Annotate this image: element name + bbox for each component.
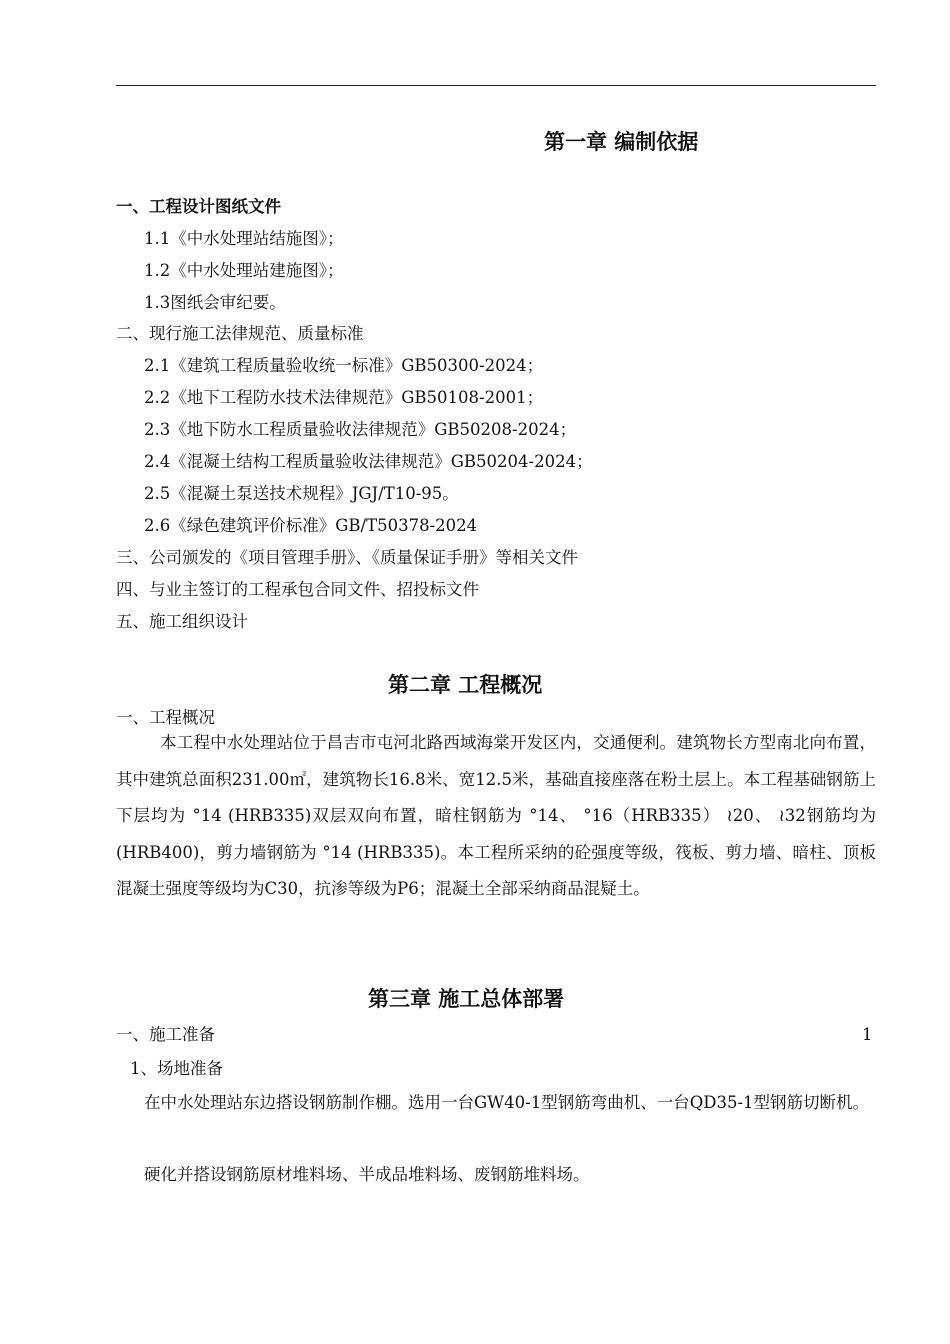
chapter-3-title: 第三章 施工总体部署 — [368, 987, 565, 1011]
list-item: 1.2《中水处理站建施图》； — [144, 261, 344, 280]
site-prep-text: 在中水处理站东边搭设钢筋制作棚。选用一台GW40-1型钢筋弯曲机、一台QD35-1型钢筋切断机。 — [144, 1093, 870, 1112]
section-heading: 五、施工组织设计 — [116, 612, 248, 631]
list-item: 2.3《地下防水工程质量验收法律规范》GB50208-2024； — [144, 420, 577, 439]
list-item: 1.1《中水处理站结施图》； — [144, 229, 344, 248]
section-heading: 一、工程设计图纸文件 — [116, 197, 281, 216]
list-item: 2.2《地下工程防水技术法律规范》GB50108-2001； — [144, 388, 544, 407]
chapter-2-title: 第二章 工程概况 — [388, 673, 543, 697]
site-prep-text-2: 硬化并搭设钢筋原材堆料场、半成品堆料场、废钢筋堆料场。 — [144, 1165, 590, 1184]
header-rule — [116, 85, 876, 86]
list-item: 2.1《建筑工程质量验收统一标准》GB50300-2024； — [144, 356, 544, 375]
section-heading: 一、施工准备 — [116, 1025, 215, 1044]
overview-paragraph — [116, 725, 876, 908]
list-item: 2.4《混凝土结构工程质量验收法律规范》GB50204-2024； — [144, 452, 593, 471]
section-heading: 一、工程概况 — [116, 708, 215, 727]
section-heading: 四、与业主签订的工程承包合同文件、招投标文件 — [116, 580, 479, 599]
list-item: 2.5《混凝土泵送技术规程》JGJ/T10-95。 — [144, 484, 459, 503]
chapter-1-title: 第一章 编制依据 — [544, 130, 699, 154]
overview-text: 本工程中水处理站位于昌吉市屯河北路西域海棠开发区内，交通便利。建筑物长方型南北向布置，其中建筑总面积231.00㎡，建筑物长16.8米、宽12.5米，基础直接座落在粉土层上。本工程基础钢筋上下层均为 °14 (HRB335)双层双向布置，暗柱钢筋为 °14、 °16（HRB335） ≀20、 ≀32钢筋均为(HRB400)，剪力墙钢筋为 °14 (HRB335)。本工程所采纳的砼强度等级，筏板、剪力墙、暗柱、顶板混凝土强度等级均为C30，抗渗等级为P6；混凝土全部采纳商品混疑土。 — [116, 733, 876, 898]
list-item: 1.3图纸会审纪要。 — [144, 293, 286, 312]
site-prep-paragraph-2 — [116, 1157, 876, 1194]
page-number: 1 — [862, 1025, 873, 1044]
subsection-heading: 1、场地准备 — [130, 1059, 223, 1078]
list-item: 2.6《绿色建筑评价标准》GB/T50378-2024 — [144, 516, 478, 535]
section-heading: 三、公司颁发的《项目管理手册》、《质量保证手册》等相关文件 — [116, 548, 578, 567]
section-heading: 二、现行施工法律规范、质量标准 — [116, 324, 364, 343]
site-prep-paragraph — [116, 1085, 876, 1122]
